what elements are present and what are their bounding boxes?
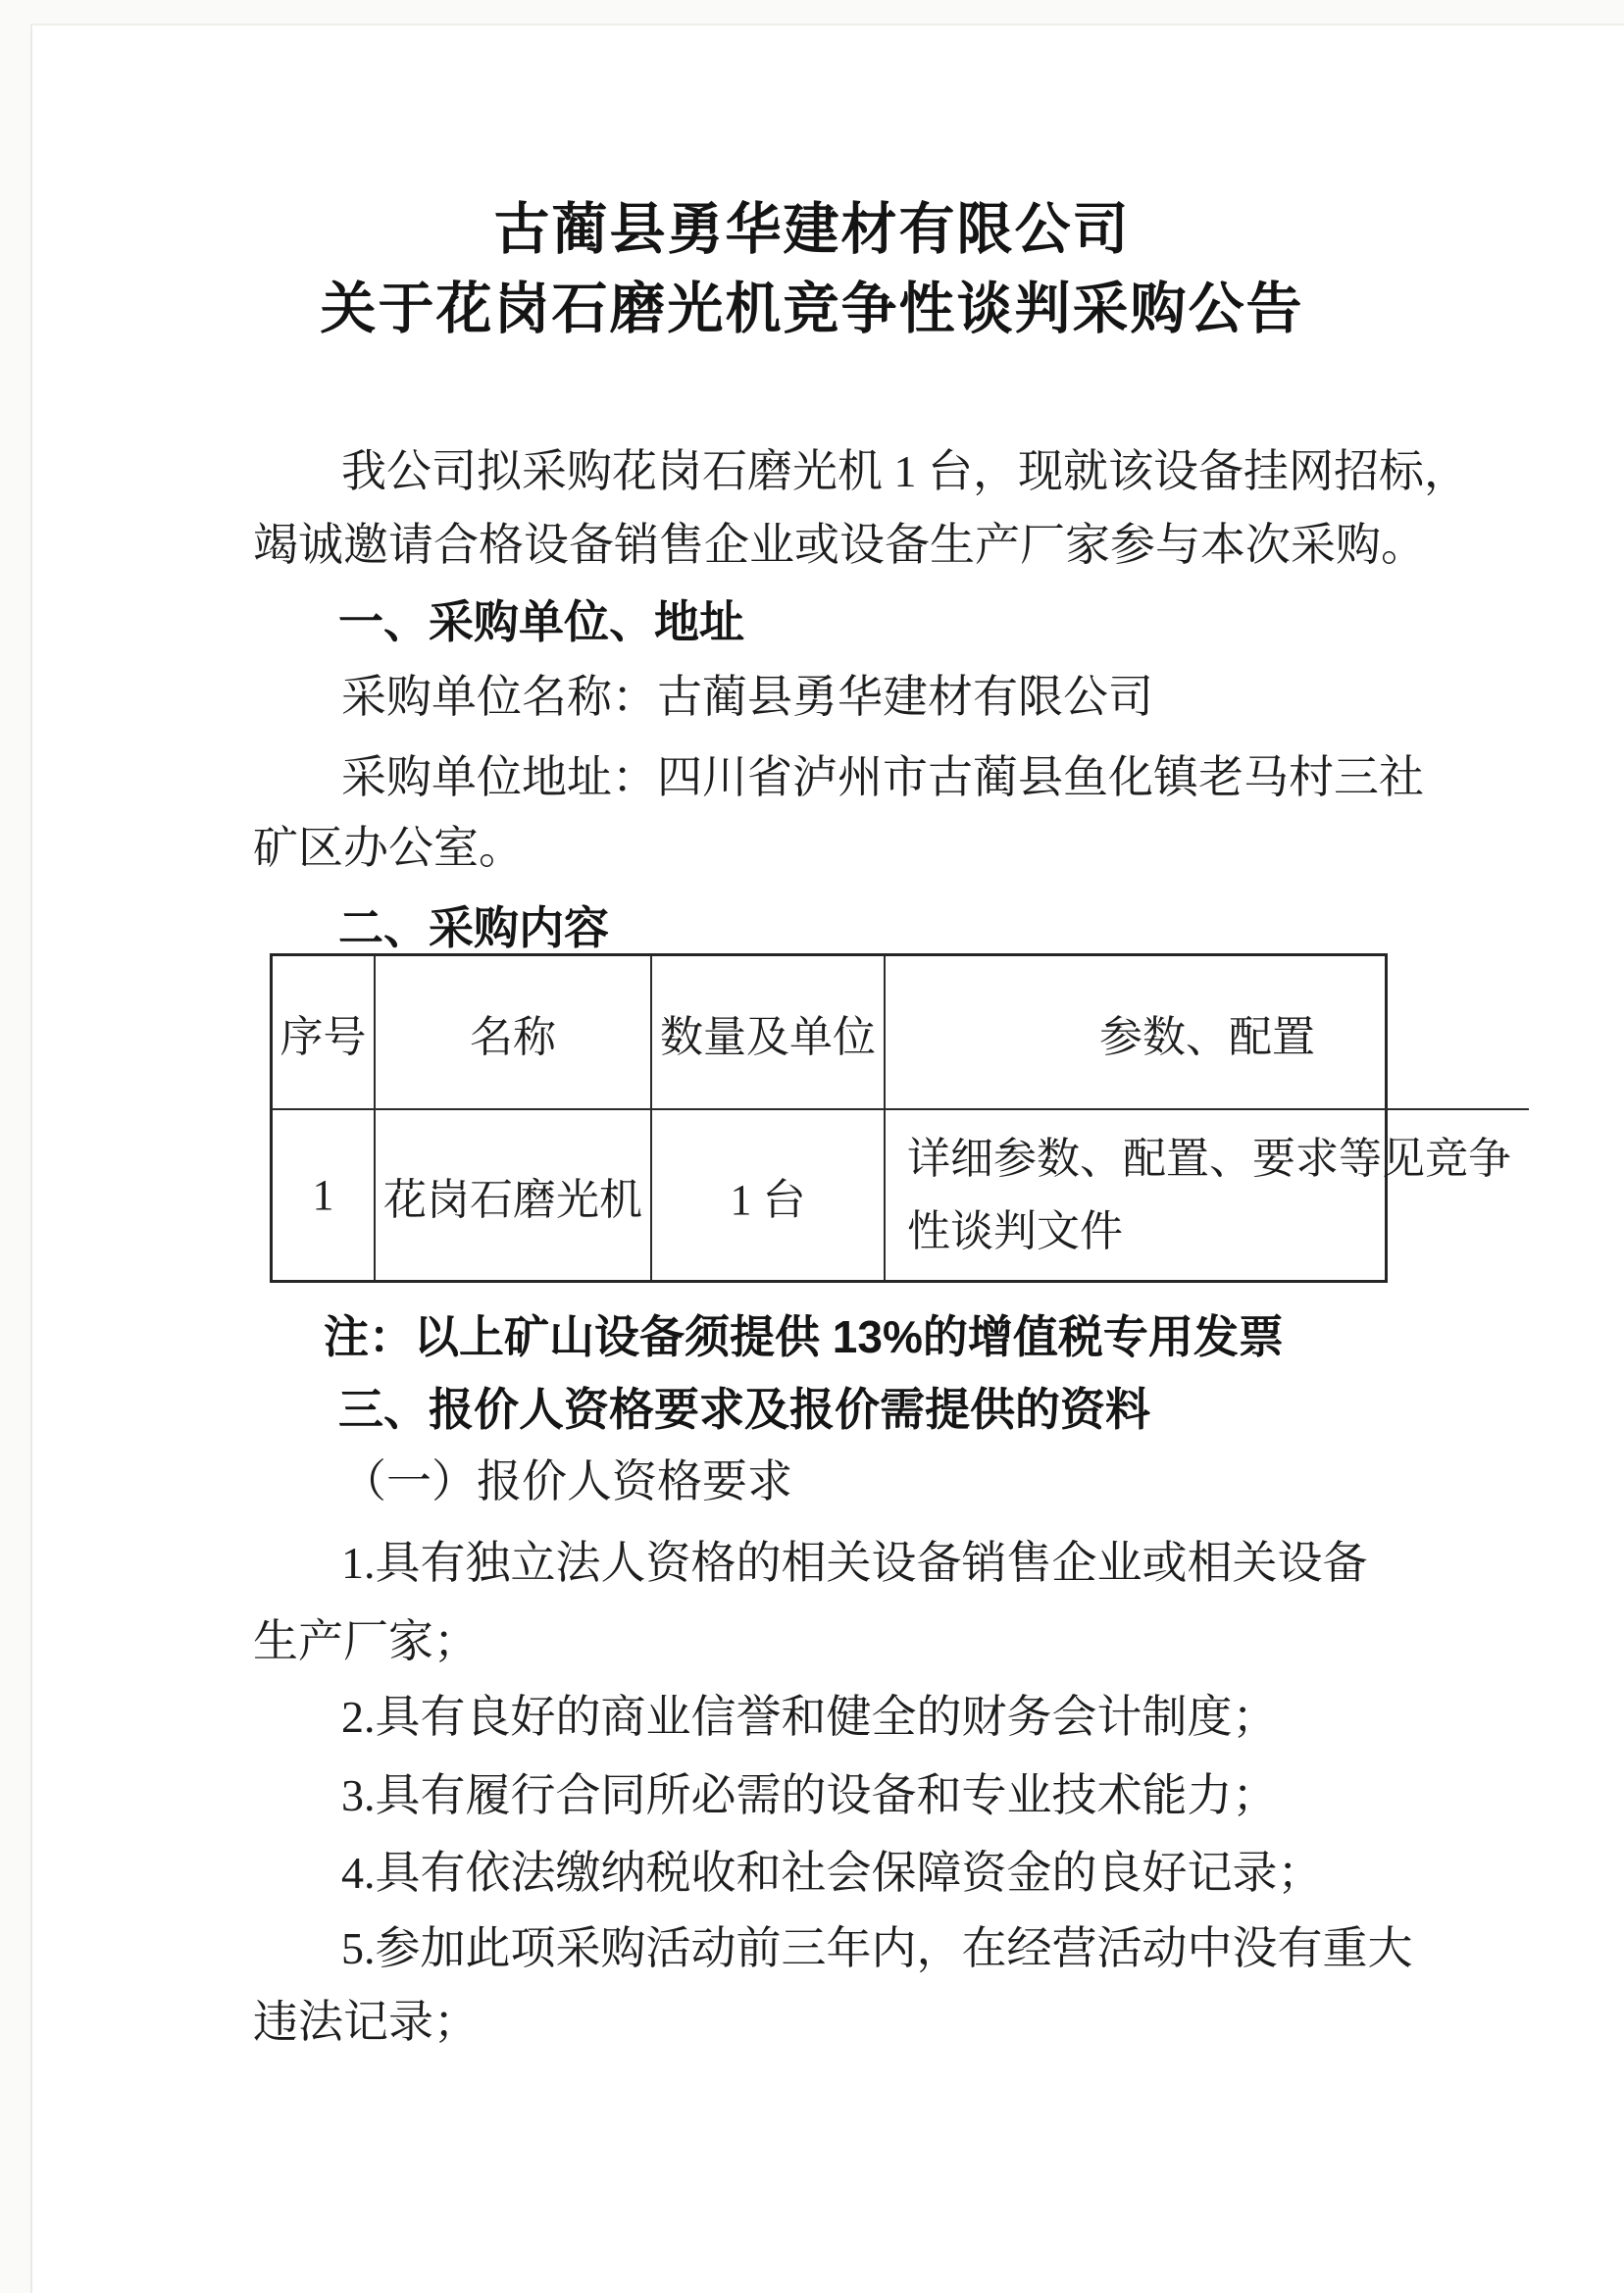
qualification-item-line-1-wrap: 生产厂家； (253, 1616, 479, 1666)
intro-line-2: 竭诚邀请合格设备销售企业或设备生产厂家参与本次采购。 (253, 520, 1426, 570)
page-title-line-1: 古蔺县勇华建材有限公司 (493, 198, 1131, 261)
section2-heading: 二、采购内容 (338, 902, 609, 953)
table-header-cell-qty: 数量及单位 (652, 956, 886, 1110)
table-note-line: 注：以上矿山设备须提供 13%的增值税专用发票 (324, 1311, 1284, 1362)
table-cell-param-line-1: 详细参数、配置、要求等见竞争 (907, 1134, 1511, 1183)
table-cell-row-param (886, 1110, 1529, 1280)
qualification-item-line-5: 5.参加此项采购活动前三年内，在经营活动中没有重大 (341, 1923, 1413, 1973)
table-cell-row-qty: 1 台 (652, 1110, 886, 1280)
table-header-cell-param: 参数、配置 (886, 956, 1529, 1110)
intro-line-1: 我公司拟采购花岗石磨光机 1 台，现就该设备挂网招标， (341, 446, 1469, 496)
page-title-line-2: 关于花岗石磨光机竞争性谈判采购公告 (320, 278, 1304, 340)
scan-margin-top (0, 0, 1624, 24)
qualification-item-line-1: 1.具有独立法人资格的相关设备销售企业或相关设备 (341, 1538, 1368, 1588)
table-header-cell-name: 名称 (376, 956, 652, 1110)
section3-heading: 三、报价人资格要求及报价需提供的资料 (338, 1384, 1150, 1435)
purchaser-name-line: 采购单位名称：古蔺县勇华建材有限公司 (341, 672, 1153, 722)
qualification-item-line-4: 4.具有依法缴纳税收和社会保障资金的良好记录； (341, 1848, 1323, 1898)
scan-page-edge-left (30, 24, 32, 2293)
procurement-table (270, 953, 1511, 1283)
table-cell-param-line-2: 性谈判文件 (907, 1206, 1123, 1255)
scan-page-edge-top (30, 24, 1624, 25)
section3-sub-heading: （一）报价人资格要求 (341, 1456, 792, 1506)
purchaser-address-wrap-line: 矿区办公室。 (253, 823, 524, 873)
section1-heading: 一、采购单位、地址 (338, 596, 744, 647)
scan-margin-left (0, 0, 30, 2293)
purchaser-address-line: 采购单位地址：四川省泸州市古蔺县鱼化镇老马村三社 (341, 752, 1424, 802)
qualification-item-line-3: 3.具有履行合同所必需的设备和专业技术能力； (341, 1770, 1278, 1820)
qualification-item-line-2: 2.具有良好的商业信誉和健全的财务会计制度； (341, 1692, 1278, 1742)
table-cell-row-name: 花岗石磨光机 (376, 1110, 652, 1280)
table-header-cell-no: 序号 (273, 956, 376, 1110)
qualification-item-line-5-wrap: 违法记录； (253, 1997, 479, 2047)
table-cell-row-no: 1 (273, 1110, 376, 1280)
